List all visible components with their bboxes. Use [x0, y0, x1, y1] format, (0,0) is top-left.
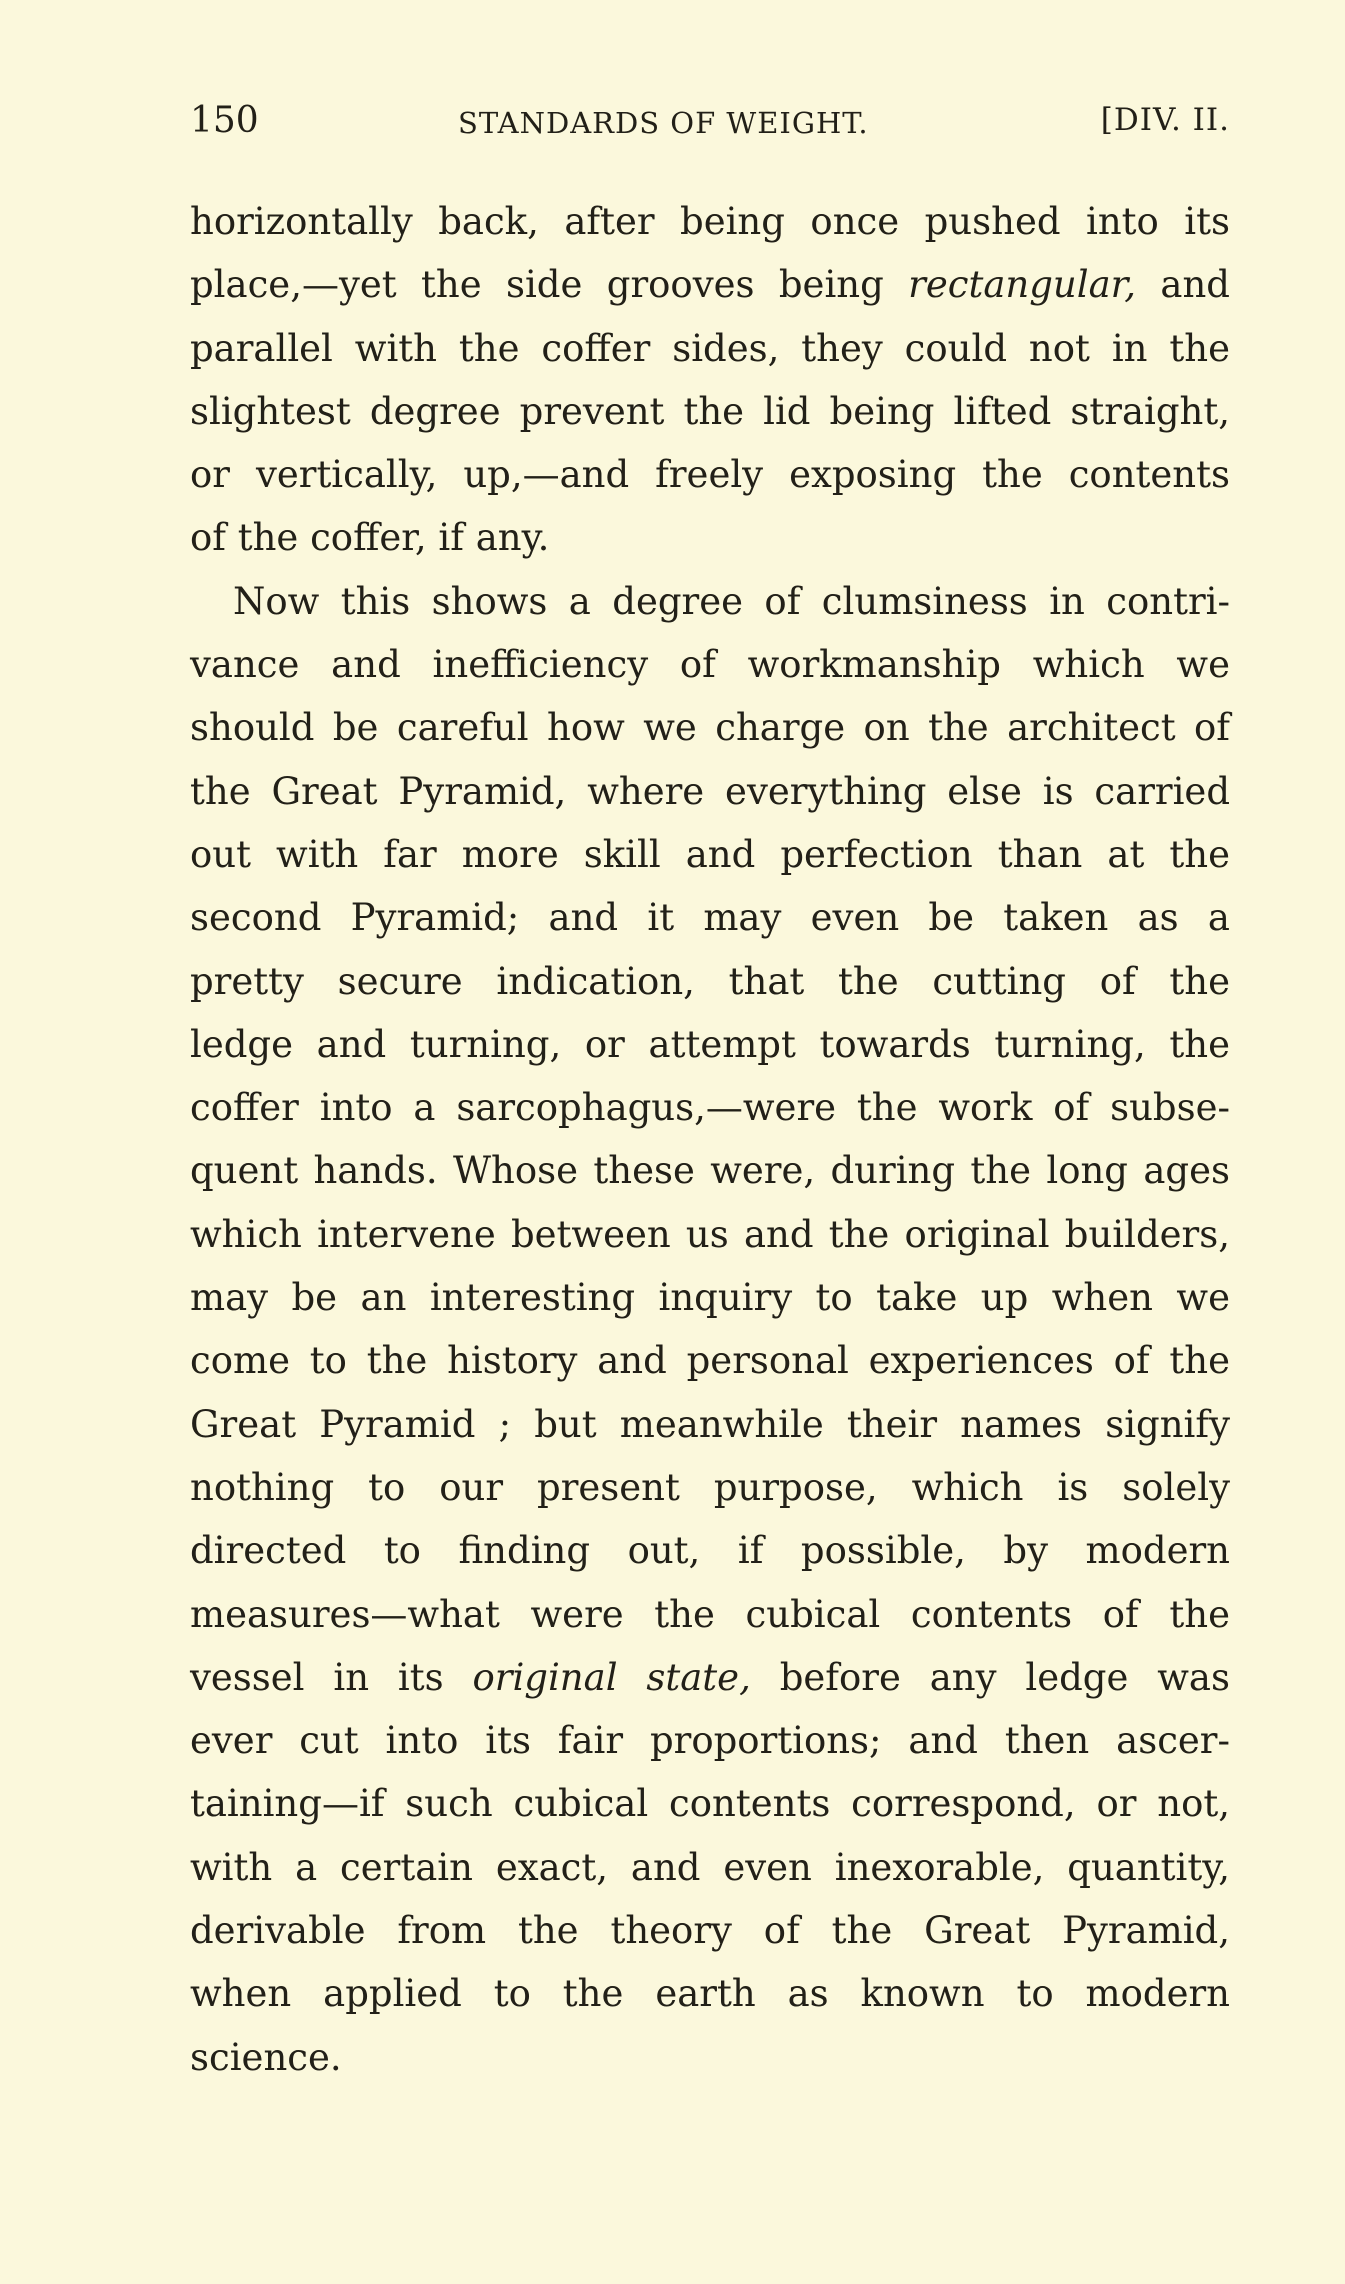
text-segment: the Great Pyramid, where everything else is carried: [190, 769, 1230, 813]
text-line: [190, 1836, 1230, 1899]
text-segment: coffer into a sarcophagus,—were the work of subse-: [190, 1086, 1230, 1130]
running-title: STANDARDS OF WEIGHT.: [458, 106, 869, 140]
text-segment: should be careful how we charge on the architect of: [190, 706, 1230, 750]
text-segment: when applied to the earth as known to modern: [190, 1972, 1230, 2016]
text-segment: vance and inefficiency of workmanship which we: [190, 643, 1230, 687]
text-segment: second Pyramid; and it may even be taken as a: [190, 896, 1230, 940]
text-segment: ever cut into its fair proportions; and then ascer-: [190, 1719, 1230, 1763]
text-segment: parallel with the coffer sides, they could not in the: [190, 326, 1230, 370]
text-line: [190, 823, 1230, 886]
text-line: [190, 190, 1230, 253]
text-segment: with a certain exact, and even inexorable, quantity,: [190, 1845, 1230, 1889]
text-segment: ledge and turning, or attempt towards turning, the: [190, 1022, 1230, 1066]
text-segment: Great Pyramid ; but meanwhile their names signify: [190, 1402, 1230, 1446]
italic-text: rectangular,: [908, 263, 1137, 307]
text-segment: directed to finding out, if possible, by modern: [190, 1529, 1230, 1573]
body-text: [190, 190, 1230, 2089]
text-segment: science.: [190, 2035, 342, 2079]
text-line: [190, 633, 1230, 696]
text-line: [190, 1709, 1230, 1772]
italic-text: original state,: [472, 1655, 751, 1699]
text-segment: slightest degree prevent the lid being lifted straight,: [190, 389, 1230, 433]
text-line: [190, 1962, 1230, 2025]
text-line: [190, 380, 1230, 443]
text-segment: quent hands. Whose these were, during the long ages: [190, 1149, 1230, 1193]
text-line: [190, 1772, 1230, 1835]
text-segment: before any ledge was: [750, 1655, 1230, 1699]
text-segment: may be an interesting inquiry to take up when we: [190, 1276, 1230, 1320]
text-line: [190, 317, 1230, 380]
text-line: [190, 1899, 1230, 1962]
text-segment: pretty secure indication, that the cutting of the: [190, 959, 1230, 1003]
text-segment: derivable from the theory of the Great Pyramid,: [190, 1909, 1230, 1953]
text-segment: horizontally back, after being once pushed into its: [190, 200, 1230, 243]
text-line: [190, 1076, 1230, 1139]
text-line: [190, 506, 1230, 569]
text-segment: measures—what were the cubical contents of the: [190, 1592, 1230, 1636]
text-segment: nothing to our present purpose, which is solely: [190, 1465, 1230, 1509]
text-line: [190, 1329, 1230, 1392]
text-line: [190, 696, 1230, 759]
text-line: [190, 1393, 1230, 1456]
text-line: [190, 1456, 1230, 1519]
text-line: [190, 1203, 1230, 1266]
text-line: [190, 1139, 1230, 1202]
text-segment: taining—if such cubical contents correspond, or not,: [190, 1782, 1230, 1826]
text-segment: out with far more skill and perfection than at the: [190, 832, 1230, 876]
text-line: [190, 950, 1230, 1013]
text-line: [190, 1266, 1230, 1329]
text-segment: Now this shows a degree of clumsiness in contri-: [233, 579, 1230, 623]
division-label: [DIV. II.: [1100, 102, 1230, 138]
text-line: [190, 886, 1230, 949]
text-line: [190, 443, 1230, 506]
text-line: [190, 253, 1230, 316]
text-segment: or vertically, up,—and freely exposing the contents: [190, 453, 1230, 497]
text-line: [190, 1583, 1230, 1646]
running-head: [190, 100, 1230, 150]
text-line: [190, 2026, 1230, 2089]
text-segment: place,—yet the side grooves being: [190, 263, 909, 307]
text-segment: vessel in its: [190, 1655, 473, 1699]
text-segment: and: [1136, 263, 1230, 307]
text-line: [190, 1013, 1230, 1076]
text-line: [190, 1646, 1230, 1709]
text-segment: of the coffer, if any.: [190, 516, 550, 560]
text-line: [190, 570, 1230, 633]
text-line: [190, 1519, 1230, 1582]
text-segment: which intervene between us and the original builders,: [190, 1212, 1230, 1256]
page-number: 150: [190, 100, 259, 141]
text-segment: come to the history and personal experiences of the: [190, 1339, 1230, 1383]
text-line: [190, 760, 1230, 823]
